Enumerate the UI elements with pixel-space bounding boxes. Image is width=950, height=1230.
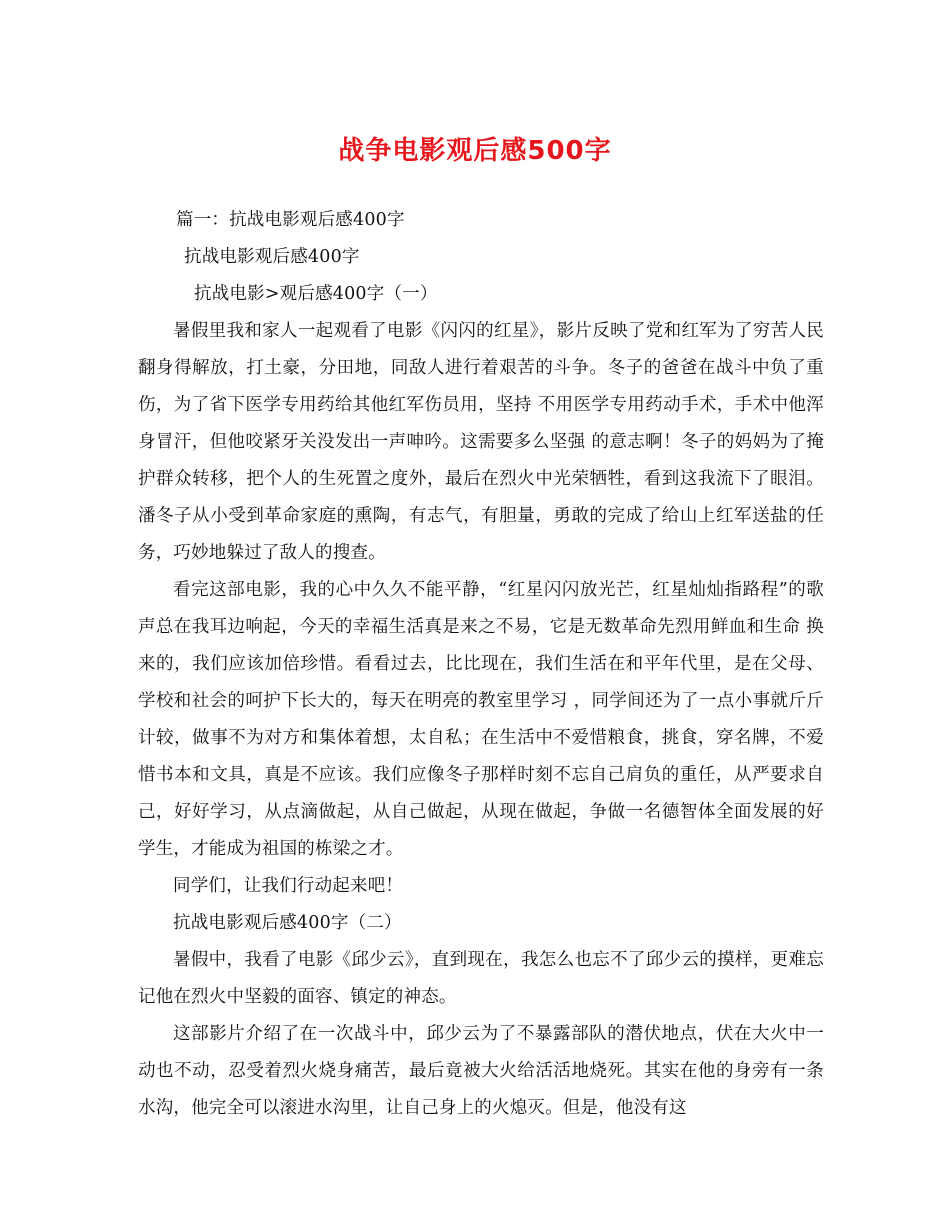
- subsection-heading: 抗战电影>观后感400字（一）: [194, 284, 438, 304]
- body-paragraph: 暑假中，我看了电影《邱少云》，直到现在，我怎么也忘不了邱少云的摸样，更难忘记他在烈火中坚毅的面容、镇定的神态。: [138, 950, 824, 1007]
- body-paragraph: 看完这部电影，我的心中久久不能平静，“红星闪闪放光芒，红星灿灿指路程”的歌声总在我耳边响起，今天的幸福生活真是来之不易，它是无数革命先烈用鲜血和生命 换来的，我们应该加倍珍惜。看看过去，比比现在，我们生活在和平年代里，是在父母、学校和社会的呵护下长大的，每天在明亮的教室里学习 ，同学间还为了一点小事就斤斤计较，做事不为对方和集体着想，太自私；在生活中不爱惜粮食，挑食，穿名牌，不爱惜书本和文具，真是不应该。我们应像冬子那样时刻不忘自己肩负的重任，从严要求自己，好好学习，从点滴做起，从自己做起，从现在做起，争做一名德智体全面发展的好学生，才能成为祖国的栋梁之才。: [138, 580, 824, 859]
- document-title: 战争电影观后感500字: [338, 136, 612, 166]
- document-body: [138, 202, 824, 1127]
- body-paragraph: 同学们，让我们行动起来吧！: [173, 876, 404, 896]
- section-heading: 篇一：抗战电影观后感400字: [176, 210, 405, 230]
- subsection-heading: 抗战电影观后感400字: [184, 247, 360, 267]
- body-paragraph: 这部影片介绍了在一次战斗中，邱少云为了不暴露部队的潜伏地点，伏在大火中一动也不动，忍受着烈火烧身痛苦，最后竟被大火给活活地烧死。其实在他的身旁有一条水沟，他完全可以滚进水沟里，让自己身上的火熄灭。但是，他没有这: [138, 1024, 824, 1118]
- body-paragraph: 抗战电影观后感400字（二）: [173, 913, 402, 933]
- body-paragraph: 暑假里我和家人一起观看了电影《闪闪的红星》，影片反映了党和红军为了穷苦人民翻身得解放，打土豪，分田地，同敌人进行着艰苦的斗争。冬子的爸爸在战斗中负了重伤，为了省下医学专用药给其他红军伤员用，坚持 不用医学专用药动手术，手术中他浑身冒汗，但他咬紧牙关没发出一声呻吟。这需要多么坚强 的意志啊！冬子的妈妈为了掩护群众转移，把个人的生死置之度外，最后在烈火中光荣牺牲，看到这我流下了眼泪。潘冬子从小受到革命家庭的熏陶，有志气，有胆量，勇敢的完成了给山上红军送盐的任务，巧妙地躲过了敌人的搜查。: [138, 321, 824, 563]
